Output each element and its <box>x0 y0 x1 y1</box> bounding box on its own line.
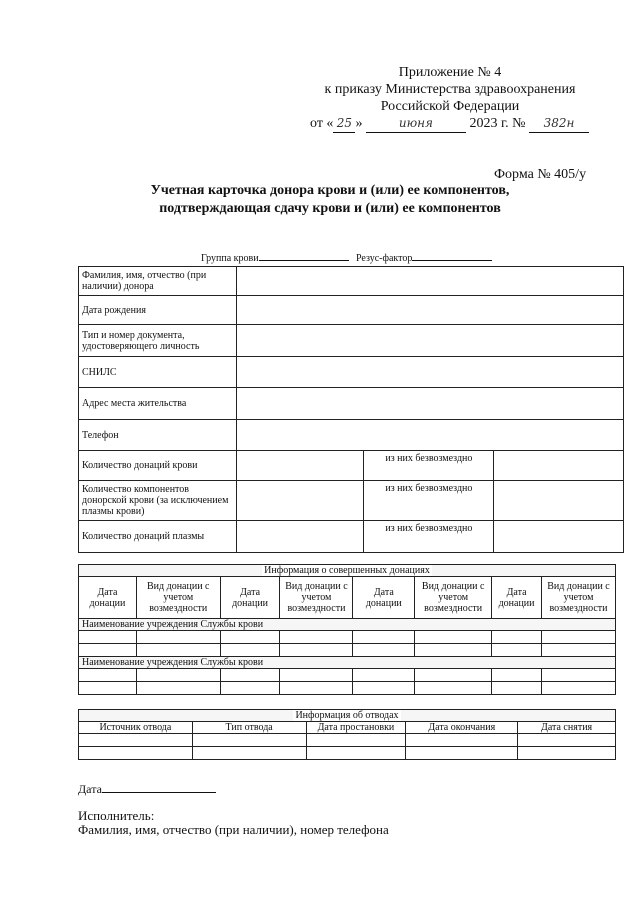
table-cell[interactable] <box>415 682 492 695</box>
table-cell[interactable] <box>518 734 616 747</box>
col-exemption-type: Тип отвода <box>192 722 306 734</box>
row-label-document: Тип и номер документа, удостоверяющего личность <box>79 325 237 357</box>
table-cell[interactable] <box>542 682 616 695</box>
table-cell[interactable] <box>406 734 518 747</box>
table-cell[interactable] <box>353 631 415 644</box>
table-cell[interactable] <box>492 682 542 695</box>
executor-fields: Фамилия, имя, отчество (при наличии), номер телефона <box>78 822 389 837</box>
plasma-free-value[interactable] <box>494 521 624 553</box>
order-header <box>300 64 600 133</box>
order-day: 25 <box>333 115 355 133</box>
col-type-1: Вид донации с учетом возмездности <box>136 577 220 619</box>
table-cell[interactable] <box>280 644 353 657</box>
table-cell[interactable] <box>136 644 220 657</box>
table-cell[interactable] <box>220 669 280 682</box>
rhesus-blank[interactable] <box>412 251 492 261</box>
col-date-4: Дата донации <box>492 577 542 619</box>
table-cell[interactable] <box>280 682 353 695</box>
row-label-birthdate: Дата рождения <box>79 296 237 325</box>
table-cell[interactable] <box>192 734 306 747</box>
col-exemption-source: Источник отвода <box>79 722 193 734</box>
table-cell[interactable] <box>79 682 137 695</box>
table-cell[interactable] <box>492 631 542 644</box>
table-cell[interactable] <box>220 631 280 644</box>
row-label-address: Адрес места жительства <box>79 388 237 420</box>
order-ministry: к приказу Министерства здравоохранения <box>324 82 576 97</box>
components-free-value[interactable] <box>494 481 624 521</box>
address-value[interactable] <box>236 388 623 420</box>
blood-donations-value[interactable] <box>236 451 364 481</box>
table-cell[interactable] <box>136 682 220 695</box>
donor-info-table <box>78 266 624 553</box>
table-cell[interactable] <box>136 669 220 682</box>
blood-group-blank[interactable] <box>259 251 349 261</box>
col-date-2: Дата донации <box>220 577 280 619</box>
rhesus-field: Резус-фактор <box>356 251 492 264</box>
table-cell[interactable] <box>79 669 137 682</box>
snils-value[interactable] <box>236 357 623 388</box>
document-title: Учетная карточка донора крови и (или) ее компонентов, подтверждающая сдачу крови и (или) ее компонентов <box>150 183 510 216</box>
blood-group-field: Группа крови <box>201 251 349 264</box>
table-cell[interactable] <box>492 669 542 682</box>
table-cell[interactable] <box>353 669 415 682</box>
col-date-3: Дата донации <box>353 577 415 619</box>
table-cell[interactable] <box>220 682 280 695</box>
table-cell[interactable] <box>415 669 492 682</box>
institution-label-1: Наименование учреждения Службы крови <box>79 619 616 631</box>
exemptions-table <box>78 709 616 760</box>
phone-value[interactable] <box>236 420 623 451</box>
form-number: Форма № 405/у <box>494 167 587 182</box>
table-cell[interactable] <box>79 734 193 747</box>
row-label-components: Количество компонентов донорской крови (за исключением плазмы крови) <box>79 481 237 521</box>
table-cell[interactable] <box>136 631 220 644</box>
blood-donations-free-value[interactable] <box>494 451 624 481</box>
donations-table <box>78 564 616 695</box>
plasma-free-label: из них безвозмездно <box>364 521 494 553</box>
table-cell[interactable] <box>306 734 406 747</box>
date-blank[interactable] <box>102 781 216 793</box>
document-value[interactable] <box>236 325 623 357</box>
table-cell[interactable] <box>79 747 193 760</box>
table-cell[interactable] <box>192 747 306 760</box>
table-cell[interactable] <box>280 669 353 682</box>
table-cell[interactable] <box>79 644 137 657</box>
row-label-phone: Телефон <box>79 420 237 451</box>
executor-label: Исполнитель: <box>78 808 155 823</box>
row-label-blood-donations: Количество донаций крови <box>79 451 237 481</box>
col-type-2: Вид донации с учетом возмездности <box>280 577 353 619</box>
table-cell[interactable] <box>220 644 280 657</box>
table-cell[interactable] <box>542 644 616 657</box>
table-cell[interactable] <box>280 631 353 644</box>
order-federation: Российской Федерации <box>380 99 520 114</box>
table-cell[interactable] <box>306 747 406 760</box>
order-date-line: от « 25 » июня 2023 г. № 382н <box>310 115 600 133</box>
order-year: 2023 г. № <box>469 116 526 131</box>
col-exemption-removal-date: Дата снятия <box>518 722 616 734</box>
table-cell[interactable] <box>406 747 518 760</box>
col-exemption-end-date: Дата окончания <box>406 722 518 734</box>
exemptions-title: Информация об отводах <box>79 710 616 722</box>
col-date-1: Дата донации <box>79 577 137 619</box>
table-cell[interactable] <box>353 644 415 657</box>
institution-label-2: Наименование учреждения Службы крови <box>79 657 616 669</box>
blood-donations-free-label: из них безвозмездно <box>364 451 494 481</box>
table-cell[interactable] <box>79 631 137 644</box>
table-cell[interactable] <box>415 644 492 657</box>
plasma-value[interactable] <box>236 521 364 553</box>
fio-value[interactable] <box>236 267 623 296</box>
appendix-number: Приложение № 4 <box>398 65 502 80</box>
table-cell[interactable] <box>542 631 616 644</box>
table-cell[interactable] <box>415 631 492 644</box>
order-month: июня <box>366 115 466 133</box>
col-exemption-set-date: Дата простановки <box>306 722 406 734</box>
col-type-4: Вид донации с учетом возмездности <box>542 577 616 619</box>
components-free-label: из них безвозмездно <box>364 481 494 521</box>
birthdate-value[interactable] <box>236 296 623 325</box>
order-number: 382н <box>529 115 589 133</box>
row-label-plasma: Количество донаций плазмы <box>79 521 237 553</box>
donations-title: Информация о совершенных донациях <box>79 565 616 577</box>
col-type-3: Вид донации с учетом возмездности <box>415 577 492 619</box>
table-cell[interactable] <box>518 747 616 760</box>
table-cell[interactable] <box>542 669 616 682</box>
row-label-fio: Фамилия, имя, отчество (при наличии) донора <box>79 267 237 296</box>
row-label-snils: СНИЛС <box>79 357 237 388</box>
date-field: Дата <box>78 781 216 797</box>
table-cell[interactable] <box>492 644 542 657</box>
components-value[interactable] <box>236 481 364 521</box>
table-cell[interactable] <box>353 682 415 695</box>
